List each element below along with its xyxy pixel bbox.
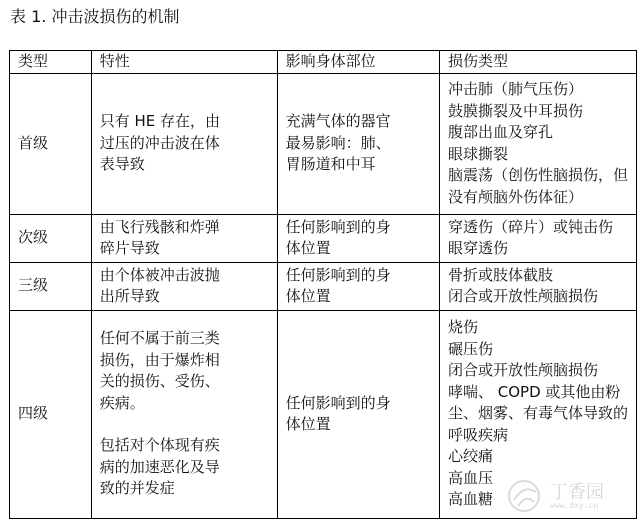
header-property: 特性 <box>91 51 277 74</box>
level-cell: 次级 <box>10 214 92 262</box>
property-cell <box>91 310 277 518</box>
injury-line: 眼穿透伤 <box>447 239 508 257</box>
injury-line: 高血压 <box>447 468 493 487</box>
injury-cell <box>439 262 636 310</box>
injury-line: 穿透伤（碎片）或钝击伤 <box>447 217 613 236</box>
level-cell: 首级 <box>10 73 92 214</box>
injury-line: 没有颅脑外伤体征） <box>447 187 583 206</box>
property-line: 包括对个体现有疾 <box>99 436 220 455</box>
injury-line: 眼球撕裂 <box>447 144 508 163</box>
property-line: 表导致 <box>99 155 145 174</box>
injury-cell <box>439 214 636 262</box>
injury-line: 高血糖 <box>447 490 493 509</box>
body-part-cell <box>277 262 439 310</box>
injury-line: 鼓膜撕裂及中耳损伤 <box>447 101 583 120</box>
injury-cell <box>439 73 636 214</box>
property-line: 致的并发症 <box>99 479 175 498</box>
watermark <box>504 476 634 516</box>
table-row <box>10 262 637 310</box>
property-line: 损伤，由于爆炸相 <box>99 350 220 369</box>
injury-line: 闭合或开放性颅脑损伤 <box>447 287 598 305</box>
level-cell: 四级 <box>10 310 92 518</box>
paragraph-gap <box>100 414 269 435</box>
watermark-url: www.dxy.cn <box>550 501 599 510</box>
table-header-row <box>10 51 637 74</box>
injury-line: 心绞痛 <box>447 447 493 466</box>
property-cell <box>91 214 277 262</box>
level-cell: 三级 <box>10 262 92 310</box>
injury-line: 冲击肺（肺气压伤） <box>447 80 583 98</box>
table-caption: 表 1. 冲击波损伤的机制 <box>10 7 180 26</box>
injury-line: 碾压伤 <box>447 339 493 358</box>
body-part-line: 体位置 <box>285 415 331 433</box>
body-part-line: 任何影响到的身 <box>285 393 391 412</box>
body-part-cell <box>277 214 439 262</box>
property-line: 疾病。 <box>99 393 145 412</box>
property-line: 由个体被冲击波抛 <box>99 265 220 284</box>
injury-line: 烧伤 <box>447 318 478 337</box>
property-line: 只有 HE 存在，由 <box>99 112 221 131</box>
injury-line: 脑震荡（创伤性脑损伤，但 <box>447 166 628 184</box>
injury-line: 哮喘、 COPD 或其他由粉 <box>447 382 621 401</box>
body-part-line: 充满气体的器官 <box>285 112 391 131</box>
header-body-part: 影响身体部位 <box>277 51 439 74</box>
body-part-line: 体位置 <box>285 287 331 305</box>
property-cell <box>91 262 277 310</box>
property-line: 出所导致 <box>99 287 160 305</box>
body-part-line: 体位置 <box>285 239 331 257</box>
injury-line: 呼吸疾病 <box>447 425 508 444</box>
injury-line: 骨折或肢体截肢 <box>447 265 553 284</box>
property-line: 关的损伤、受伤、 <box>99 372 220 391</box>
body-part-line: 任何影响到的身 <box>285 217 391 236</box>
body-part-line: 最易影响：肺、 <box>285 133 391 152</box>
property-line: 任何不属于前三类 <box>99 329 220 348</box>
table-row <box>10 214 637 262</box>
property-line: 碎片导致 <box>99 239 160 257</box>
header-type: 类型 <box>10 51 92 74</box>
injury-line: 尘、烟雾、有毒气体导致的 <box>447 404 628 423</box>
property-cell <box>91 73 277 214</box>
table-row <box>10 73 637 214</box>
property-line: 由飞行残骸和炸弹 <box>99 217 220 236</box>
injury-line: 闭合或开放性颅脑损伤 <box>447 361 598 380</box>
body-part-line: 任何影响到的身 <box>285 265 391 284</box>
property-line: 过压的冲击波在体 <box>99 133 220 152</box>
dxy-logo-icon <box>504 476 546 516</box>
header-injury-type: 损伤类型 <box>439 51 636 74</box>
body-part-cell <box>277 73 439 214</box>
watermark-text: 丁香园 <box>550 482 604 503</box>
body-part-line: 胃肠道和中耳 <box>285 155 376 174</box>
blast-injury-table <box>9 50 637 519</box>
property-line: 病的加速恶化及导 <box>99 457 220 476</box>
body-part-cell <box>277 310 439 518</box>
injury-line: 腹部出血及穿孔 <box>447 123 553 141</box>
